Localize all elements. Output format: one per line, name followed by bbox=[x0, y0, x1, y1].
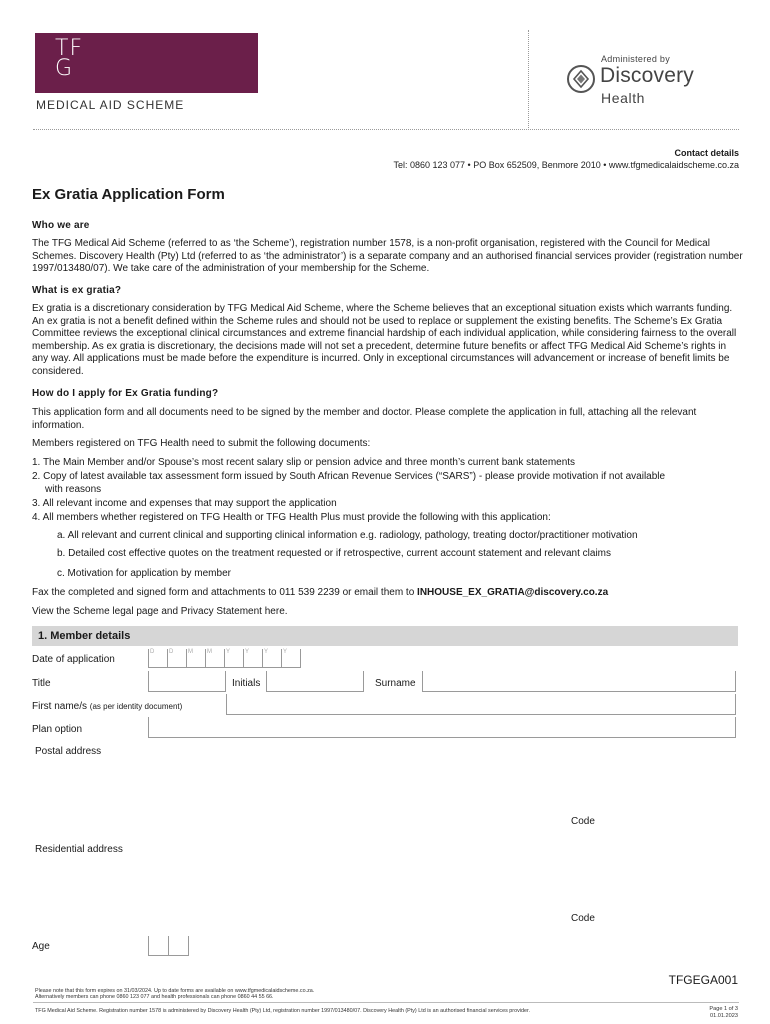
age-cell-divider bbox=[168, 936, 169, 956]
postal-address-field[interactable] bbox=[148, 740, 736, 832]
page-number bbox=[709, 1006, 738, 1019]
list-item: 3. All relevant income and expenses that may support the application bbox=[32, 498, 337, 509]
first-names-note: (as per identity document) bbox=[89, 702, 183, 711]
plan-option-field[interactable] bbox=[148, 717, 736, 738]
contact-line: Tel: 0860 123 077 • PO Box 652509, Benmore 2010 • www.tfgmedicalaidscheme.co.za bbox=[393, 160, 739, 170]
age-label: Age bbox=[32, 941, 50, 952]
legal-text: View the Scheme legal page and Privacy Statement bbox=[32, 606, 265, 617]
who-text: The TFG Medical Aid Scheme (referred to as ‘the Scheme’), registration number 1578, is a non-profit organisation, registered with the Council for Medical Schemes. Discovery Health (Pty) Ltd (referred to as ‘the administrator’) is a separate company and an authorised financial services provider (registration number 1997/013480/07). We take care of the administration of your membership for the Scheme. bbox=[32, 238, 743, 275]
discovery-shield-icon bbox=[566, 64, 596, 94]
plan-option-label: Plan option bbox=[32, 724, 83, 735]
administered-by-label: Administered by bbox=[601, 54, 671, 64]
date-cell[interactable]: D bbox=[148, 649, 168, 668]
email-link[interactable]: INHOUSE_EX_GRATIA@discovery.co.za bbox=[417, 587, 609, 598]
date-cell[interactable]: M bbox=[205, 649, 225, 668]
how-text: This application form and all documents need to be signed by the member and doctor. Please complete the application in full, attaching all the relevant information. bbox=[32, 407, 697, 431]
first-names-field[interactable] bbox=[226, 694, 736, 715]
postal-code-label: Code bbox=[571, 816, 595, 827]
residential-address-label: Residential address bbox=[35, 844, 123, 855]
how-heading: How do I apply for Ex Gratia funding? bbox=[32, 388, 219, 399]
title-label: Title bbox=[32, 678, 51, 689]
header-divider-horizontal bbox=[33, 129, 739, 130]
form-date: 01.01.2023 bbox=[710, 1012, 738, 1019]
what-text: Ex gratia is a discretionary consideration by TFG Medical Aid Scheme, where the Scheme believes that an exceptional situation exists which warrants funding. An ex gratia is not a benefit defined within the Scheme rules and should not be used to replace or supplement the existing benefits. The Scheme’s Ex Gratia Committee reviews the exceptional clinical circumstances and extreme financial hardship of each individual application, while considering fairness to the overall membership. As ex gratia is discretionary, the decisions made will not set a precedent, determine future benefits or affect TFG Medical Aid Scheme’s rights in any way. All applications must be made before the expenditure is incurred. Only in exceptional circumstances will advancement or increase of benefit limits be considered. bbox=[32, 303, 737, 377]
logo-mark-line1: TF bbox=[55, 36, 84, 61]
page-number-text: Page 1 of 3 bbox=[709, 1006, 738, 1012]
scheme-name: MEDICAL AID SCHEME bbox=[36, 98, 185, 112]
who-heading: Who we are bbox=[32, 220, 90, 231]
title-field[interactable] bbox=[148, 671, 226, 692]
fax-instruction bbox=[32, 587, 608, 600]
list-item: 4. All members whether registered on TFG Health or TFG Health Plus must provide the following with this application: bbox=[32, 512, 551, 523]
residential-code-label: Code bbox=[571, 913, 595, 924]
what-heading: What is ex gratia? bbox=[32, 285, 122, 296]
sub-item: b. Detailed cost effective quotes on the treatment requested or if retrospective, current account statement and relevant claims bbox=[57, 548, 611, 559]
tfg-logo bbox=[35, 33, 258, 93]
contact-title: Contact details bbox=[674, 148, 739, 158]
privacy-link[interactable]: here. bbox=[264, 606, 288, 617]
tfg-logo-mark bbox=[55, 36, 84, 81]
first-names-label bbox=[32, 701, 182, 712]
date-cell[interactable]: Y bbox=[281, 649, 301, 668]
postal-address-label: Postal address bbox=[35, 746, 102, 757]
header-divider-vertical bbox=[528, 30, 529, 130]
list-item: 1. The Main Member and/or Spouse’s most recent salary slip or pension advice and three month’s current bank statements bbox=[32, 457, 576, 468]
date-of-application-label: Date of application bbox=[32, 654, 115, 665]
sub-item: a. All relevant and current clinical and supporting clinical information e.g. radiology, pathology, treating doctor/practitioner motivation bbox=[57, 530, 638, 541]
date-cell[interactable]: Y bbox=[262, 649, 282, 668]
list-item: 2. Copy of latest available tax assessment form issued by South African Revenue Services (“SARS”) - please provide motivation if not available bbox=[32, 471, 666, 482]
surname-field[interactable] bbox=[422, 671, 736, 692]
member-details-section-header bbox=[32, 626, 738, 646]
page-title: Ex Gratia Application Form bbox=[32, 186, 225, 203]
expiry-note: Please note that this form expires on 31/03/2024. Up to date forms are available on www.tfgmedicalaidscheme.co.za. bbox=[35, 988, 315, 994]
legal-instruction bbox=[32, 606, 288, 619]
date-cell[interactable]: Y bbox=[224, 649, 244, 668]
date-cell[interactable]: D bbox=[167, 649, 187, 668]
surname-label: Surname bbox=[375, 678, 416, 689]
health-wordmark: Health bbox=[601, 90, 646, 106]
sub-item: c. Motivation for application by member bbox=[57, 568, 231, 579]
logo-mark-line2: G bbox=[55, 56, 74, 81]
discovery-wordmark: Discovery bbox=[600, 64, 694, 87]
footer-divider bbox=[33, 1002, 739, 1003]
form-code: TFGEGA001 bbox=[668, 973, 738, 987]
footer-legal: TFG Medical Aid Scheme. Registration number 1578 is administered by Discovery Health (Pty) Ltd, registration number 1997/013480/07. Discovery Health (Pty) Ltd is an authorised financial services provider. bbox=[35, 1008, 530, 1014]
fax-text: Fax the completed and signed form and attachments to 011 539 2239 or email them to bbox=[32, 587, 418, 598]
initials-field[interactable] bbox=[266, 671, 364, 692]
date-cell[interactable]: M bbox=[186, 649, 206, 668]
initials-label: Initials bbox=[232, 678, 261, 689]
section-title: 1. Member details bbox=[38, 630, 131, 642]
contact-note: Alternatively members can phone 0860 123 077 and health professionals can phone 0860 44 55 66. bbox=[35, 994, 274, 1000]
list-item-continuation: with reasons bbox=[45, 484, 102, 495]
residential-address-field[interactable] bbox=[148, 838, 736, 930]
date-cell[interactable]: Y bbox=[243, 649, 263, 668]
first-names-label-text: First name/s bbox=[32, 701, 88, 712]
members-text: Members registered on TFG Health need to submit the following documents: bbox=[32, 438, 371, 449]
